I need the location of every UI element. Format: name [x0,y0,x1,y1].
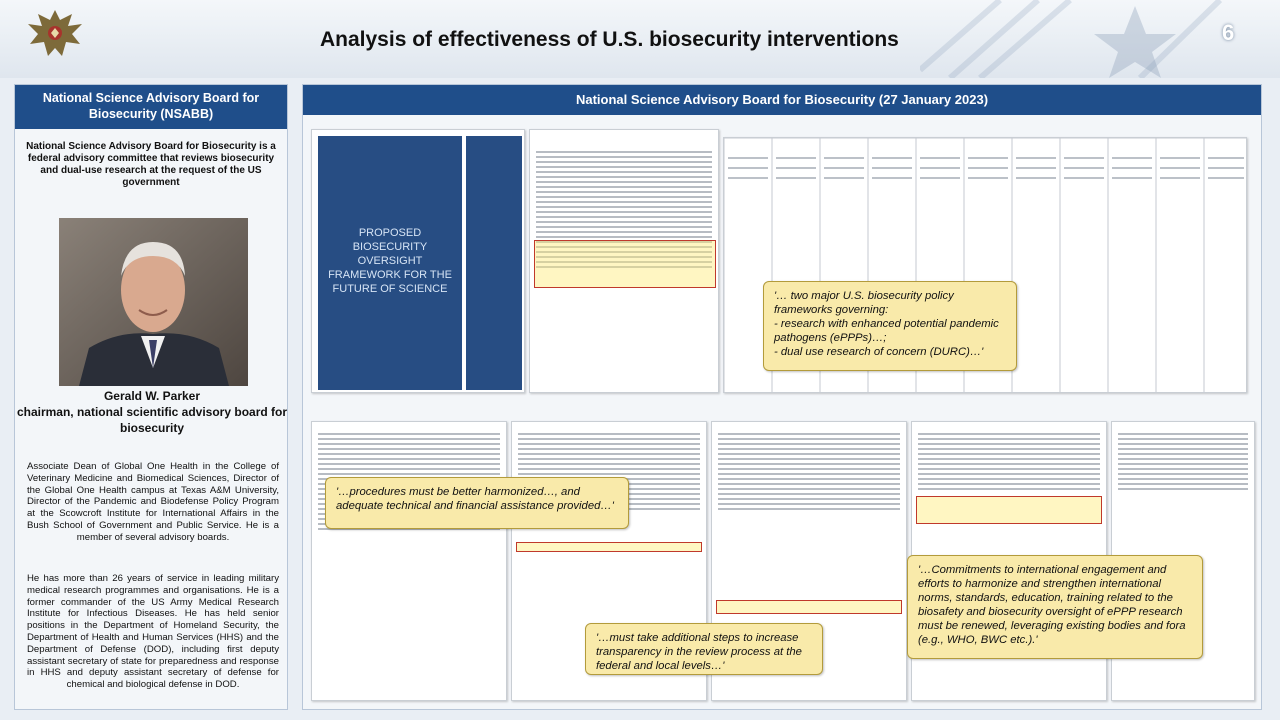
bio-paragraph-1: Associate Dean of Global One Health in the College of Veterinary Medicine and Biomedical Sciences, Director of the Global One Health campus at Texas A&M University, Director of the Pandemic and Biodefense Policy Program at the Scowcroft Institute for International Affairs in the Bush School of Government and Public Service. He is a member of several advisory boards. [27,461,279,543]
page-number: 6 [1222,20,1235,45]
panel-title: National Science Advisory Board for Biosecurity (27 January 2023) [303,85,1261,115]
callout-harmonization: '…procedures must be better harmonized…, and adequate technical and financial assistance provided…' [325,477,629,529]
slide-title: Analysis of effectiveness of U.S. biosecurity interventions [320,28,899,51]
cover-side-panel [466,136,522,390]
callout-international-engagement: '…Commitments to international engagement and efforts to harmonize and strengthen international norms, standards, education, training related to the biosafety and biosecurity oversight of ePPP research must be renewed, leveraging existing bodies and fora (e.g., WHO, BWC etc.).' [907,555,1203,659]
panel-title: National Science Advisory Board for Biosecurity (NSABB) [15,85,287,129]
person-name: Gerald W. Parker [103,389,201,403]
callout-transparency: '…must take additional steps to increase transparency in the review process at the federal and local levels…' [585,623,823,675]
portrait-photo [59,218,248,386]
nsabb-report-panel [302,84,1262,710]
report-cover-page [311,129,525,393]
bio-paragraph-2: He has more than 26 years of service in leading military medical research programmes and organisations. He is a former commander of the US Army Medical Research Institute for Infectious Diseases. He has held senior positions in the Department of Homeland Security, the Department of Health and Human Services (HHS) and the Department of Defense (DOD), including first deputy assistant secretary of state for preparedness and response in HHS and deputy assistant secretary of defense for chemical and biological defense in DOD. [27,573,279,691]
highlighted-passage [716,600,902,614]
report-page-executive-summary [529,129,719,393]
slide-header [0,0,1280,78]
callout-policy-frameworks: '… two major U.S. biosecurity policy frameworks governing: - research with enhanced potential pandemic pathogens (ePPPs)…; - dual use research of concern (DURC)…' [763,281,1017,371]
highlighted-passage [534,240,716,288]
highlighted-passage [916,496,1102,524]
person-name-block [15,388,289,436]
nsabb-profile-panel [14,84,288,710]
eagle-emblem-icon [22,4,88,70]
highlighted-passage [516,542,702,552]
cover-title: PROPOSED BIOSECURITY OVERSIGHT FRAMEWORK FOR THE FUTURE OF SCIENCE [328,227,452,295]
star-decoration-icon [1080,0,1190,78]
person-role: chairman, national scientific advisory board for biosecurity [16,405,288,435]
report-page-recommendations-1 [311,421,507,701]
nsabb-description: National Science Advisory Board for Biosecurity is a federal advisory committee that reviews biosecurity and dual-use research at the request of the US government [26,141,276,188]
